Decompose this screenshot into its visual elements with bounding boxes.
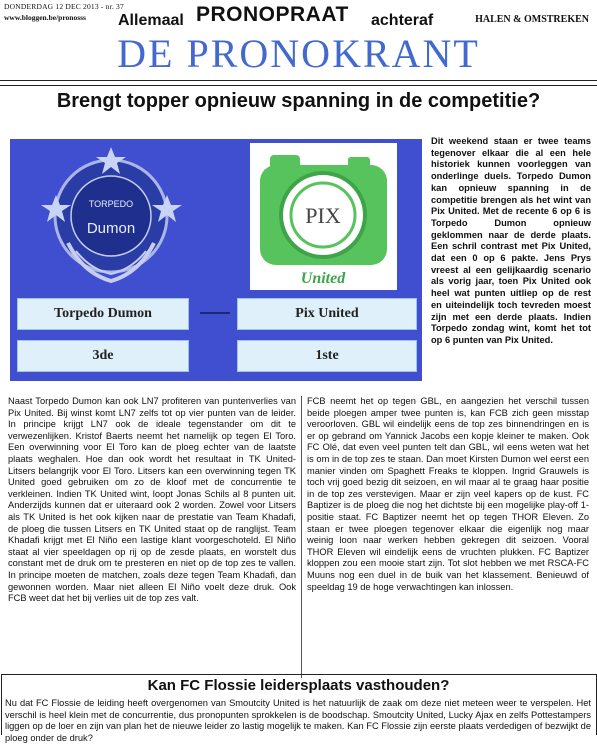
issue-date: DONDERDAG 12 DEC 2013 - nr. 37 xyxy=(4,2,124,11)
torpedo-dumon-logo xyxy=(38,143,185,290)
header-divider-thin xyxy=(0,85,597,86)
header-right-word: achteraf xyxy=(371,12,434,29)
team-left-rank: 3de xyxy=(17,340,189,372)
article-column-1: Naast Torpedo Dumon kan ook LN7 profiteren van puntenverlies van Pix United. Bij winst komt LN7 zelfs tot op vier punten van de leider. In principe krijgt LN7 ook de ideale tegenstander om dit te verwezenlijken. Kristof Baerts neemt het namelijk op tegen El Toro. Een overwinning voor El Toro kan de ploeg echter van de laatste plaats weghalen. Hoe dan ook wordt het resultaat in TK United-Litsers belangrijk voor El Toro. Litsers kan een overwinning tegen TK United goed gebruiken om zo de kloof met de concurrentie te verkleinen. Indien TK United wint, loopt Jonas Schils al 8 punten uit. Anderzijds kunnen dat er uiteraard ook 2 worden. Zowel voor Litsers als TK United is het ook kijken naar de prestatie van Team Khadafi, de ploeg die tussen Litsers en TK United staat op de ranglijst. Team Khadafi krijgt met El Niño een lastige klant voorgeschoteld. El Niño staat al vier speeldagen op rij op de zesde plaats, en worstelt dus constant met de druk om te presteren en niet op de top zes te vallen. In principe moeten de matchen, zoals deze tegen Team Khadafi, dan gewonnen worden. Maar niet alleen El Niño voelt deze druk. Ook FCB weet dat het bij verlies uit de top zes valt. xyxy=(8,396,296,604)
main-headline: Brengt topper opnieuw spanning in de competitie? xyxy=(56,90,541,112)
versus-dash xyxy=(200,312,230,314)
pix-united-logo xyxy=(250,143,397,290)
second-article-text: Nu dat FC Flossie de leiding heeft overgenomen van Smoutcity United is het natuurlijk de zaak om deze niet meteen weer te verspelen. Het verschil is heel klein met de concurrentie, dus pronopunten sprokkelen is de boodschap. Smoutcity United, Lucky Ajax en zelfs Pottestampers liggen op de loer en zijn van plan het de nieuwe leider zo lastig mogelijk te maken. Kan FC Flossie zijn eerste plaats verdedigen of bezwijkt de ploeg onder de druk? xyxy=(5,698,591,743)
column-divider xyxy=(301,396,302,678)
masthead: DE PRONOKRANT xyxy=(117,31,480,76)
header-left-word: Allemaal xyxy=(118,12,184,29)
torpedo-logo-bottom-text: Dumon xyxy=(86,220,136,237)
team-right-name: Pix United xyxy=(237,298,417,330)
team-left-name: Torpedo Dumon xyxy=(17,298,189,330)
pix-logo-text: PIX xyxy=(305,203,341,228)
article-intro: Dit weekend staan er twee teams tegenover elkaar die al een hele historiek kunnen voorleggen van onderlinge duels. Torpedo Dumon kan opnieuw spanning in de competitie brengen als het wint van Pix United. Met de recente 6 op 6 is Torpedo Dumon opnieuw geklommen naar de derde plaats. Een schril contrast met Pix United, dat een 0 op 6 pakte. Jens Prys vreest al een gelijkaardig scenario als vorig jaar, toen Pix United ook heel wat punten uitliep op de rest en uiteindelijk toch tevreden moest zijn met een derde plaats. Indien Torpedo zondag wint, komt het tot op 6 punten van Pix United. xyxy=(431,136,591,345)
pix-logo-bottom-text: United xyxy=(300,270,346,287)
second-headline: Kan FC Flossie leidersplaats vasthouden? xyxy=(147,677,450,694)
torpedo-logo-top-text: TORPEDO xyxy=(88,199,134,209)
header-title: PRONOPRAAT xyxy=(196,3,349,26)
article-column-2: FCB neemt het op tegen GBL, en aangezien het verschil tussen beide ploegen amper twee punten is, kan FCB zich geen misstap veroorloven. GBL wil eindelijk eens de top zes binnendringen en is er op gebrand om Yannick Jacobs een kopje kleiner te maken. Ook FC Olé, dat even veel punten telt dan GBL, wil eens weten wat het is om in de top zes te staan. Dan moet Kirsten Dumon wel eerst een manier vinden om Spaghett Freaks te kloppen. Ingrid Grauwels is toch vrij goed bezig dit seizoen, en wil maar al te graag haar positie in de top zes verstevigen. Maar er zijn veel kapers op de kust. FC Baptizer is de ploeg die nog het dichtste bij een mogelijke play-off 1-positie staat. FC Baptizer neemt het op tegen THOR Eleven. Zo staan er twee ploegen tegenover elkaar die eigenlijk nog maar weinig loon naar werken hebben gekregen dit seizoen. Vooral THOR Eleven wil eindelijk eens de vruchten plukken. FC Baptizer kloppen zou een mooie start zijn. Tot slot hebben we met RSCA-FC Muuns nog een duel in de buik van het klassement. Benieuwd of speeldag 19 de hoge verwachtingen kan inlossen. xyxy=(307,396,589,592)
team-right-rank: 1ste xyxy=(237,340,417,372)
header-region: HALEN & OMSTREKEN xyxy=(475,14,589,25)
header-divider xyxy=(0,80,597,81)
blog-url[interactable]: www.bloggen.be/pronosss xyxy=(4,13,86,22)
